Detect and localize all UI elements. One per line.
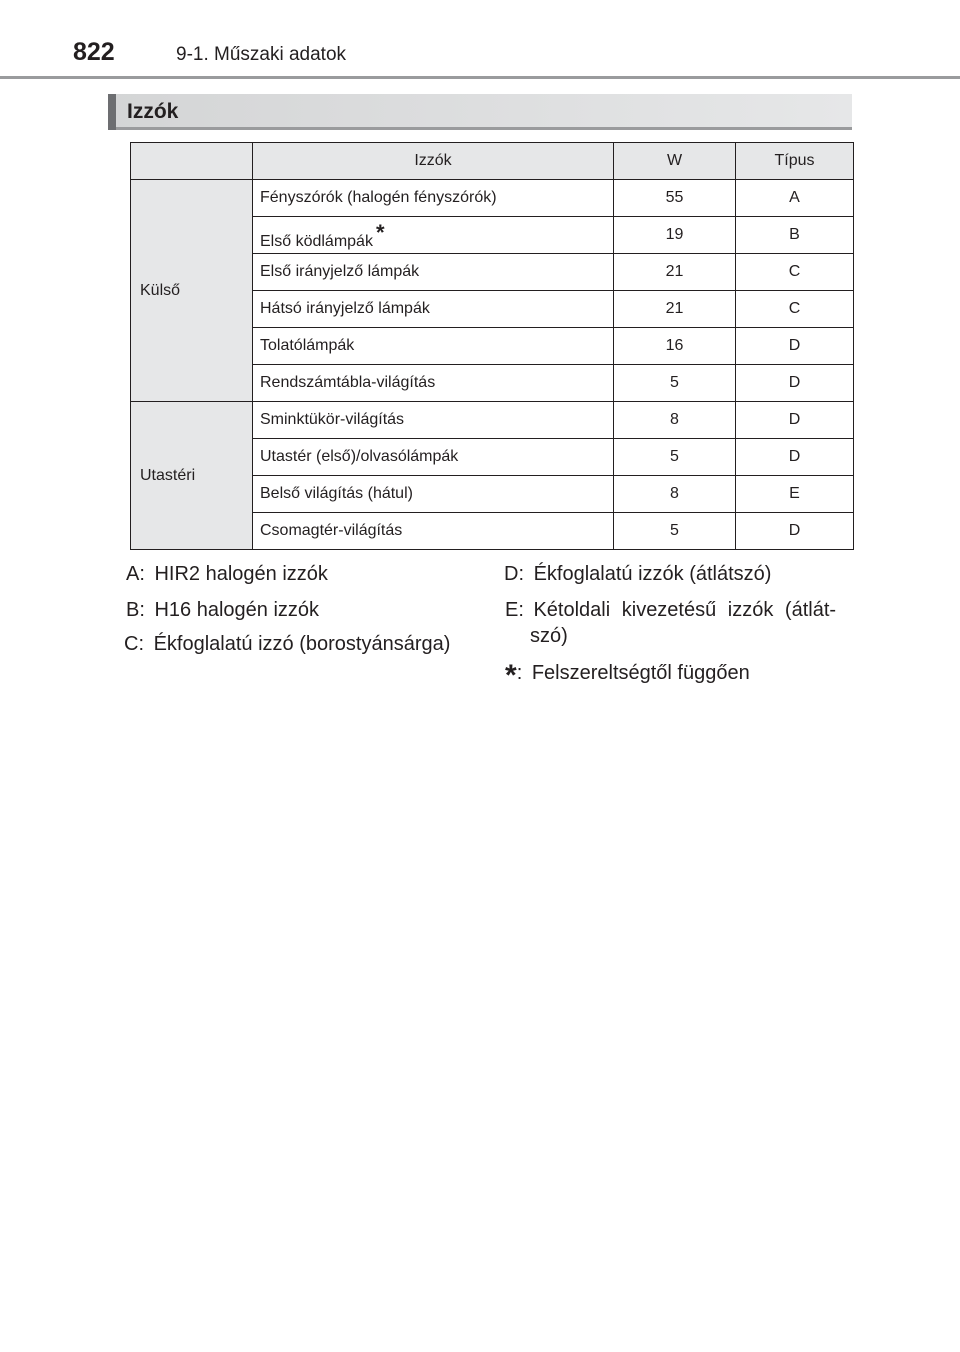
table-body: [131, 180, 854, 550]
note-star: [505, 656, 750, 692]
note-key: C:: [124, 633, 144, 655]
bulb-name: Első irányjelző lámpák: [260, 263, 420, 280]
note-c: [124, 630, 450, 658]
type-cell: D: [736, 402, 854, 439]
wattage-cell: 21: [614, 254, 736, 291]
note-key: B:: [126, 599, 145, 621]
wattage-cell: 8: [614, 476, 736, 513]
section-heading-bar: [108, 94, 116, 130]
column-header-watt: W: [614, 143, 736, 180]
bulb-name-cell: [253, 254, 614, 291]
asterisk-mark: *: [505, 659, 517, 692]
type-cell: C: [736, 291, 854, 328]
asterisk-marker: *: [375, 219, 385, 245]
column-header-type: Típus: [736, 143, 854, 180]
note-text: Ékfoglalatú izzó (borostyánsárga): [153, 633, 451, 655]
bulb-name: Első ködlámpák: [260, 232, 373, 250]
bulb-name: Csomagtér-világítás: [260, 522, 403, 539]
bulb-name-cell: [253, 291, 614, 328]
bulb-name: Hátsó irányjelző lámpák: [260, 300, 430, 317]
bulb-name-cell: [253, 180, 614, 217]
type-cell: D: [736, 328, 854, 365]
bulb-name: Tolatólámpák: [260, 337, 355, 354]
type-cell: B: [736, 217, 854, 254]
wattage-cell: 21: [614, 291, 736, 328]
bulb-name-cell: [253, 365, 614, 402]
bulb-name-cell: [253, 476, 614, 513]
bulb-name: Rendszámtábla-világítás: [260, 374, 436, 391]
type-cell: A: [736, 180, 854, 217]
table-row: [131, 180, 854, 217]
bulb-name: Fényszórók (halogén fényszórók): [260, 189, 497, 206]
note-text: Felszereltségtől függően: [531, 662, 750, 684]
note-colon: :: [516, 662, 523, 684]
bulb-name-cell: [253, 328, 614, 365]
note-text: HIR2 halogén izzók: [154, 563, 328, 585]
column-header-group: [131, 143, 253, 180]
note-d: [504, 560, 771, 588]
wattage-cell: 5: [614, 365, 736, 402]
note-text: Kétoldali kivezetésű izzók (átlát-: [533, 599, 837, 621]
note-text: Ékfoglalatú izzók (átlátszó): [533, 563, 772, 585]
wattage-cell: 16: [614, 328, 736, 365]
note-a: [126, 560, 328, 588]
column-header-bulbs: Izzók: [253, 143, 614, 180]
group-label: Külső: [131, 180, 253, 402]
section-title: Izzók: [127, 100, 179, 123]
bulb-name-cell: [253, 513, 614, 550]
group-label: Utastéri: [131, 402, 253, 550]
table-header-row: [131, 143, 854, 180]
type-cell: D: [736, 365, 854, 402]
bulb-name: Sminktükör-világítás: [260, 411, 405, 428]
type-cell: D: [736, 513, 854, 550]
type-cell: E: [736, 476, 854, 513]
bulb-name: Belső világítás (hátul): [260, 485, 413, 502]
bulb-name-cell: [253, 217, 614, 254]
note-key: D:: [504, 563, 524, 585]
wattage-cell: 19: [614, 217, 736, 254]
bulb-name-cell: [253, 439, 614, 476]
note-e: [505, 596, 836, 624]
bulb-name: Utastér (első)/olvasólámpák: [260, 448, 459, 465]
bulbs-table: [130, 142, 854, 550]
table-row: [131, 402, 854, 439]
type-cell: C: [736, 254, 854, 291]
wattage-cell: 5: [614, 439, 736, 476]
page-number: 822: [73, 38, 115, 66]
type-cell: D: [736, 439, 854, 476]
wattage-cell: 55: [614, 180, 736, 217]
note-b: [126, 596, 319, 624]
note-key: A:: [126, 563, 145, 585]
wattage-cell: 5: [614, 513, 736, 550]
note-e-continued: szó): [530, 625, 568, 647]
running-head: 9-1. Műszaki adatok: [176, 44, 347, 65]
wattage-cell: 8: [614, 402, 736, 439]
bulb-name-cell: [253, 402, 614, 439]
note-key: E:: [505, 599, 524, 621]
note-text: H16 halogén izzók: [154, 599, 320, 621]
section-heading: [108, 94, 852, 130]
header-rule: [0, 76, 960, 79]
